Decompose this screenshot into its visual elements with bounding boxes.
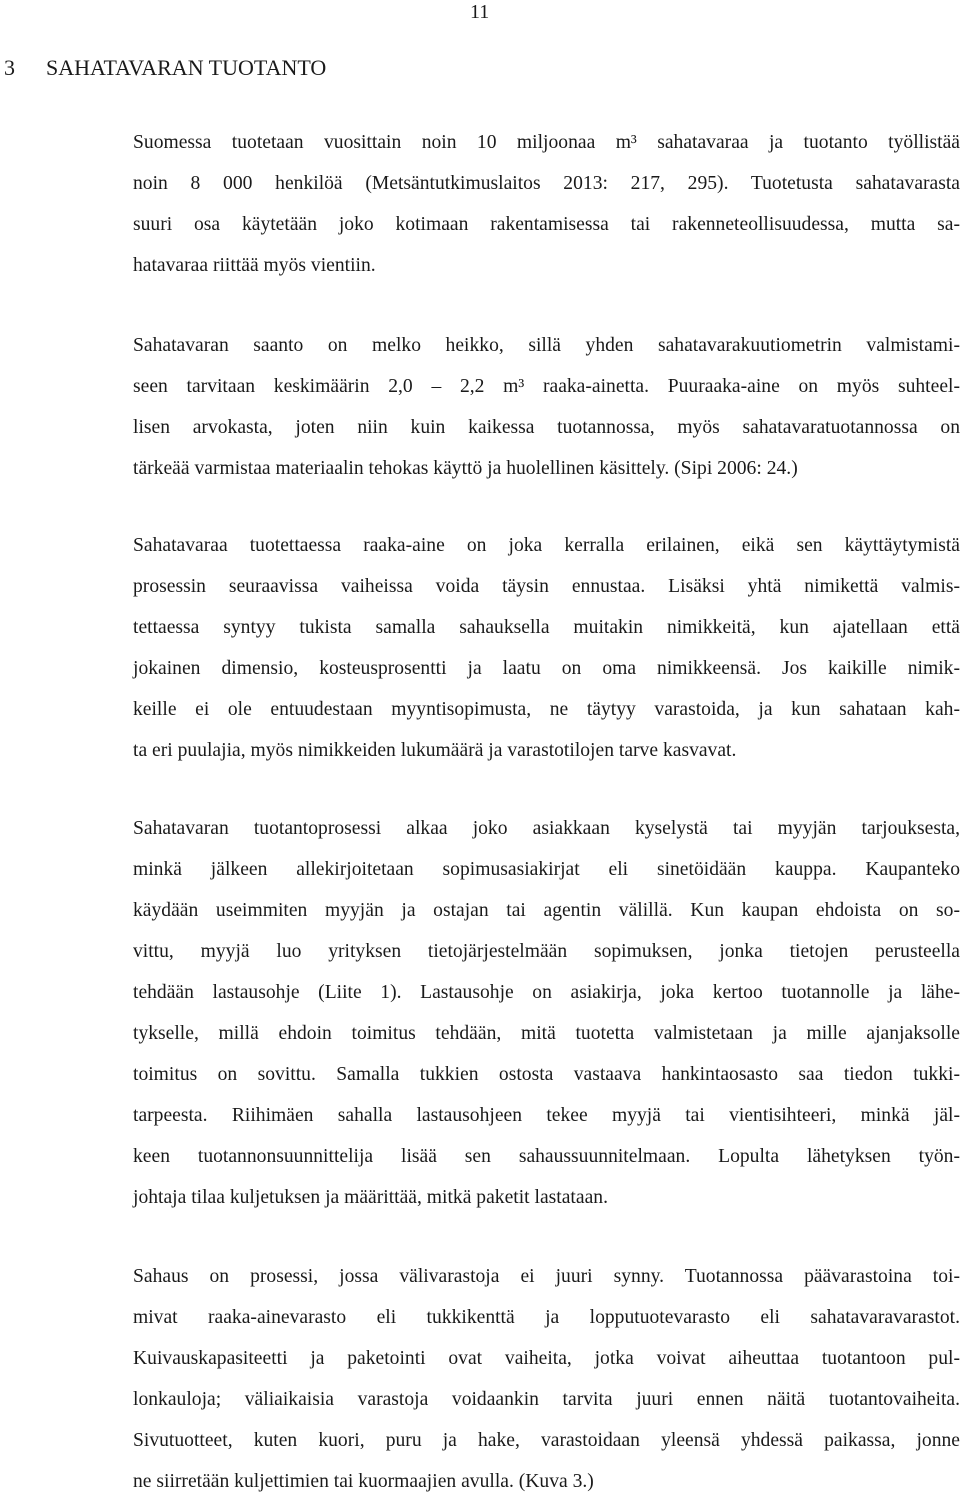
text-line: hatavaraa riittää myös vientiin. [133, 255, 376, 276]
chapter-number: 3 [4, 55, 15, 80]
text-line: tarpeesta. Riihimäen sahalla lastausohjeen tekee myyjä tai vientisihteeri, minkä jäl- [133, 1105, 960, 1126]
chapter-title: SAHATAVARAN TUOTANTO [46, 55, 327, 80]
text-line: Suomessa tuotetaan vuosittain noin 10 miljoonaa m³ sahatavaraa ja tuotanto työllistää [133, 132, 960, 153]
text-line: suuri osa käytetään joko kotimaan rakentamisessa tai rakenneteollisuudessa, mutta sa- [133, 214, 960, 235]
paragraph-4 [133, 808, 960, 1218]
chapter-heading [4, 54, 326, 82]
text-line: seen tarvitaan keskimäärin 2,0 – 2,2 m³ raaka-ainetta. Puuraaka-aine on myös suhteel- [133, 376, 960, 397]
text-line: mivat raaka-ainevarasto eli tukkikenttä ja lopputuotevarasto eli sahatavaravarastot. [133, 1307, 960, 1328]
text-line: lonkauloja; väliaikaisia varastoja voidaankin tarvita juuri ennen näitä tuotantovaiheita. [133, 1389, 960, 1410]
text-line: käydään useimmiten myyjän ja ostajan tai agentin välillä. Kun kaupan ehdoista on so- [133, 900, 960, 921]
text-line: jokainen dimensio, kosteusprosentti ja laatu on oma nimikkeensä. Jos kaikille nimik- [133, 658, 960, 679]
text-line: tykselle, millä ehdoin toimitus tehdään, mitä tuotetta valmistetaan ja mille ajanjaksolle [133, 1023, 960, 1044]
text-line: vittu, myyjä luo yrityksen tietojärjestelmään sopimuksen, jonka tietojen perusteella [133, 941, 960, 962]
text-line: ta eri puulajia, myös nimikkeiden lukumäärä ja varastotilojen tarve kasvavat. [133, 740, 737, 761]
paragraph-2 [133, 325, 960, 489]
text-line: prosessin seuraavissa vaiheissa voida täysin ennustaa. Lisäksi yhtä nimikettä valmis- [133, 576, 960, 597]
page-number: 11 [470, 1, 490, 23]
text-line: johtaja tilaa kuljetuksen ja määrittää, mitkä paketit lastataan. [133, 1187, 608, 1208]
text-line: Sivutuotteet, kuten kuori, puru ja hake, varastoidaan yleensä yhdessä paikassa, jonne [133, 1430, 960, 1451]
text-line: Sahatavaran saanto on melko heikko, sillä yhden sahatavarakuutiometrin valmistami- [133, 335, 960, 356]
paragraph-3 [133, 525, 960, 771]
text-line: Sahatavaran tuotantoprosessi alkaa joko asiakkaan kyselystä tai myyjän tarjouksesta, [133, 818, 960, 839]
text-line: keen tuotannonsuunnittelija lisää sen sahaussuunnitelmaan. Lopulta lähetyksen työn- [133, 1146, 960, 1167]
text-line: noin 8 000 henkilöä (Metsäntutkimuslaitos 2013: 217, 295). Tuotetusta sahatavarasta [133, 173, 960, 194]
text-line: ne siirretään kuljettimien tai kuormaajien avulla. (Kuva 3.) [133, 1471, 594, 1492]
paragraph-1 [133, 122, 960, 286]
text-line: tehdään lastausohje (Liite 1). Lastausohje on asiakirja, joka kertoo tuotannolle ja lähe- [133, 982, 960, 1003]
paragraph-5 [133, 1256, 960, 1502]
text-line: toimitus on sovittu. Samalla tukkien ostosta vastaava hankintaosasto saa tiedon tukki- [133, 1064, 960, 1085]
text-line: Sahaus on prosessi, jossa välivarastoja ei juuri synny. Tuotannossa päävarastoina toi- [133, 1266, 960, 1287]
text-line: Kuivauskapasiteetti ja paketointi ovat vaiheita, jotka voivat aiheuttaa tuotantoon pul- [133, 1348, 960, 1369]
text-line: keille ei ole entuudestaan myyntisopimusta, ne täytyy varastoida, ja kun sahataan kah- [133, 699, 960, 720]
text-line: lisen arvokasta, joten niin kuin kaikessa tuotannossa, myös sahatavaratuotannossa on [133, 417, 960, 438]
text-line: tärkeää varmistaa materiaalin tehokas käyttö ja huolellinen käsittely. (Sipi 2006: 24.) [133, 458, 798, 479]
text-line: Sahatavaraa tuotettaessa raaka-aine on joka kerralla erilainen, eikä sen käyttäytymistä [133, 535, 960, 556]
text-line: tettaessa syntyy tukista samalla sahauksella muitakin nimikkeitä, kun ajatellaan että [133, 617, 960, 638]
text-line: minkä jälkeen allekirjoitetaan sopimusasiakirjat eli sinetöidään kauppa. Kaupanteko [133, 859, 960, 880]
